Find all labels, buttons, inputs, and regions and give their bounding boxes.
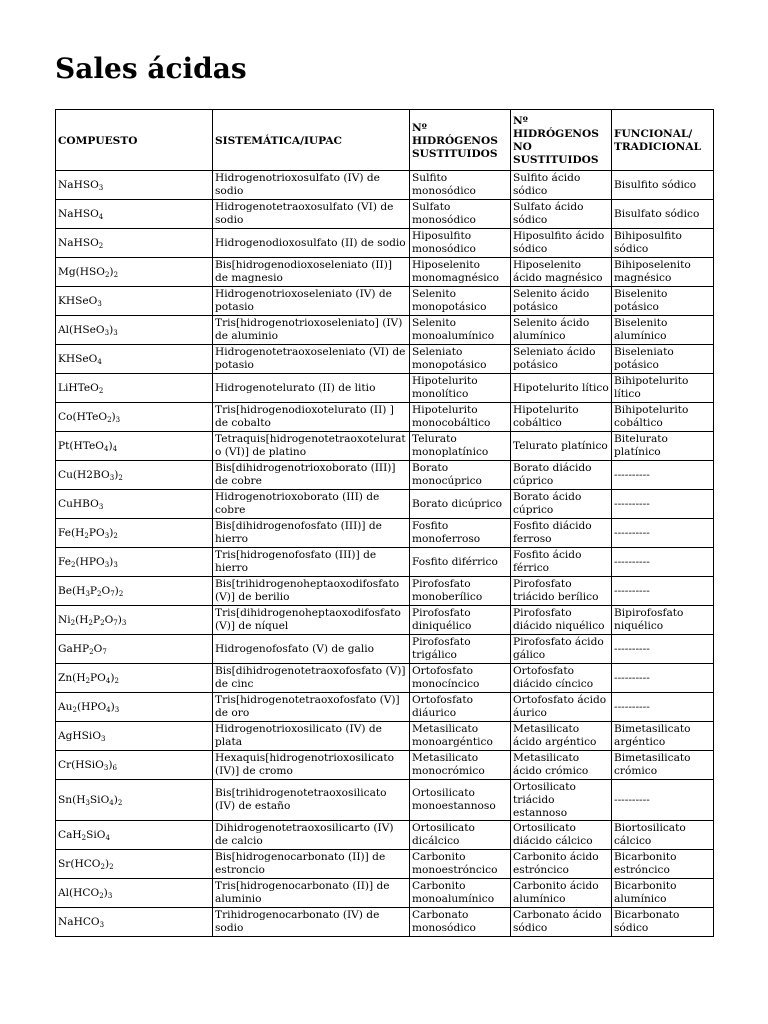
cell-substituted-name: Selenito monoalumínico xyxy=(410,316,511,345)
cell-traditional-name: ---------- xyxy=(612,780,714,821)
cell-compound-formula xyxy=(56,171,213,200)
cell-substituted-name: Ortofosfato monocíncico xyxy=(410,664,511,693)
formula-subscript: 2 xyxy=(104,270,110,279)
formula-subscript: 4 xyxy=(109,798,114,807)
cell-compound-formula xyxy=(56,606,213,635)
formula-subscript: 2 xyxy=(97,589,102,598)
cell-substituted-name: Hiposelenito monomagnésico xyxy=(410,258,511,287)
table-row xyxy=(56,635,714,664)
cell-compound-formula xyxy=(56,316,213,345)
cell-compound-formula xyxy=(56,461,213,490)
formula-text: Al(HCO xyxy=(58,886,100,899)
cell-compound-formula xyxy=(56,693,213,722)
cell-unsubstituted-name: Ortosilicato triácido estannoso xyxy=(511,780,612,821)
table-row xyxy=(56,548,714,577)
cell-iupac-name: Hexaquis[hidrogenotrioxosilicato (IV)] de cromo xyxy=(213,751,410,780)
table-row xyxy=(56,258,714,287)
column-header-iupac: SISTEMÁTICA/IUPAC xyxy=(213,110,410,171)
formula-subscript: 3 xyxy=(98,502,104,511)
formula-subscript: 2 xyxy=(113,531,118,540)
table-row xyxy=(56,850,714,879)
cell-traditional-name: Bisulfato sódico xyxy=(612,200,714,229)
formula-subscript: 2 xyxy=(89,647,94,656)
cell-unsubstituted-name: Fosfito diácido ferroso xyxy=(511,519,612,548)
cell-unsubstituted-name: Pirofosfato triácido berílico xyxy=(511,577,612,606)
cell-traditional-name: Biortosilicato cálcico xyxy=(612,821,714,850)
cell-unsubstituted-name: Carbonito ácido estróncico xyxy=(511,850,612,879)
cell-substituted-name: Sulfito monosódico xyxy=(410,171,511,200)
formula-text: Al(HSeO xyxy=(58,323,105,336)
cell-compound-formula xyxy=(56,548,213,577)
cell-unsubstituted-name: Hipotelurito cobáltico xyxy=(511,403,612,432)
cell-traditional-name: ---------- xyxy=(612,548,714,577)
cell-traditional-name: Biselenito potásico xyxy=(612,287,714,316)
cell-unsubstituted-name: Selenito ácido alumínico xyxy=(511,316,612,345)
cell-compound-formula xyxy=(56,200,213,229)
cell-iupac-name: Tris[hidrogenofosfato (III)] de hierro xyxy=(213,548,410,577)
table-row xyxy=(56,908,714,937)
table-row xyxy=(56,577,714,606)
formula-subscript: 2 xyxy=(81,833,87,842)
formula-text: KHSeO xyxy=(58,294,98,307)
formula-subscript: 7 xyxy=(102,647,107,656)
formula-subscript: 4 xyxy=(106,705,111,714)
cell-traditional-name: Bimetasilicato crómico xyxy=(612,751,714,780)
cell-unsubstituted-name: Hiposelenito ácido magnésico xyxy=(511,258,612,287)
cell-iupac-name: Dihidrogenotetraoxosilicarto (IV) de calcio xyxy=(213,821,410,850)
formula-text: NaHCO xyxy=(58,915,100,928)
formula-text: Fe(H xyxy=(58,526,85,539)
cell-traditional-name: Bicarbonito alumínico xyxy=(612,879,714,908)
formula-text: PO xyxy=(90,671,106,684)
cell-substituted-name: Metasilicato monocrómico xyxy=(410,751,511,780)
cell-substituted-name: Borato dicúprico xyxy=(410,490,511,519)
cell-iupac-name: Tris[hidrogenocarbonato (II)] de aluminio xyxy=(213,879,410,908)
cell-iupac-name: Bis[dihidrogenofosfato (III)] de hierro xyxy=(213,519,410,548)
cell-traditional-name: Bicarbonito estróncico xyxy=(612,850,714,879)
table-row xyxy=(56,374,714,403)
cell-substituted-name: Pirofosfato diniquélico xyxy=(410,606,511,635)
formula-text: ) xyxy=(109,555,114,568)
table-row xyxy=(56,316,714,345)
cell-iupac-name: Tris[hidrogenotrioxoseleniato] (IV) de aluminio xyxy=(213,316,410,345)
cell-iupac-name: Bis[dihidrogenotrioxoborato (III)] de cobre xyxy=(213,461,410,490)
table-row xyxy=(56,432,714,461)
formula-subscript: 3 xyxy=(85,589,90,598)
column-header-compound: COMPUESTO xyxy=(56,110,213,171)
formula-subscript: 3 xyxy=(113,560,118,569)
formula-text: Zn(H xyxy=(58,671,86,684)
cell-substituted-name: Carbonito monoalumínico xyxy=(410,879,511,908)
formula-text: KHSeO xyxy=(58,352,98,365)
formula-subscript: 2 xyxy=(109,862,114,871)
cell-unsubstituted-name: Ortofosfato ácido áurico xyxy=(511,693,612,722)
cell-traditional-name: ---------- xyxy=(612,664,714,693)
formula-text: ) xyxy=(110,671,115,684)
formula-text: ) xyxy=(114,468,119,481)
table-row xyxy=(56,664,714,693)
cell-compound-formula xyxy=(56,229,213,258)
cell-unsubstituted-name: Hiposulfito ácido sódico xyxy=(511,229,612,258)
cell-compound-formula xyxy=(56,345,213,374)
cell-iupac-name: Bis[hidrogenodioxoseleniato (II)] de magnesio xyxy=(213,258,410,287)
cell-substituted-name: Selenito monopotásico xyxy=(410,287,511,316)
formula-text: ) xyxy=(109,323,114,336)
column-header-unsubstituted-hydrogens: Nº HIDRÓGENOS NO SUSTITUIDOS xyxy=(511,110,612,171)
formula-subscript: 2 xyxy=(71,560,76,569)
cell-substituted-name: Hipotelurito monolítico xyxy=(410,374,511,403)
cell-substituted-name: Ortosilicato monoestannoso xyxy=(410,780,511,821)
cell-unsubstituted-name: Ortosilicato diácido cálcico xyxy=(511,821,612,850)
formula-subscript: 3 xyxy=(97,299,102,308)
formula-text: CaH xyxy=(58,828,82,841)
cell-traditional-name: ---------- xyxy=(612,693,714,722)
cell-unsubstituted-name: Seleniato ácido potásico xyxy=(511,345,612,374)
table-row xyxy=(56,403,714,432)
formula-text: Pt(HTeO xyxy=(58,439,104,452)
formula-subscript: 3 xyxy=(104,560,110,569)
cell-compound-formula xyxy=(56,287,213,316)
formula-text: CuHBO xyxy=(58,497,99,510)
table-header-row xyxy=(56,110,714,171)
cell-iupac-name: Tetraquis[hidrogenotetraoxotelurato (VI)] de platino xyxy=(213,432,410,461)
cell-iupac-name: Hidrogenotrioxoborato (III) de cobre xyxy=(213,490,410,519)
cell-iupac-name: Hidrogenotetraoxosulfato (VI) de sodio xyxy=(213,200,410,229)
table-row xyxy=(56,490,714,519)
cell-compound-formula xyxy=(56,879,213,908)
formula-text: ) xyxy=(109,265,114,278)
cell-substituted-name: Carbonito monoestróncico xyxy=(410,850,511,879)
cell-iupac-name: Tris[dihidrogenoheptaoxodifosfato (V)] de níquel xyxy=(213,606,410,635)
cell-unsubstituted-name: Carbonato ácido sódico xyxy=(511,908,612,937)
table-row xyxy=(56,821,714,850)
formula-subscript: 2 xyxy=(117,798,123,807)
column-header-substituted-hydrogens: Nº HIDRÓGENOS SUSTITUIDOS xyxy=(410,110,511,171)
formula-text: (HPO xyxy=(75,555,105,568)
formula-subscript: 4 xyxy=(98,212,104,221)
table-row xyxy=(56,879,714,908)
formula-text: NaHSO xyxy=(58,207,99,220)
table-row xyxy=(56,693,714,722)
table-row xyxy=(56,345,714,374)
cell-iupac-name: Hidrogenotelurato (II) de litio xyxy=(213,374,410,403)
cell-iupac-name: Hidrogenotrioxosilicato (IV) de plata xyxy=(213,722,410,751)
cell-iupac-name: Tris[hidrogenotetraoxofosfato (V)] de oro xyxy=(213,693,410,722)
cell-iupac-name: Hidrogenofosfato (V) de galio xyxy=(213,635,410,664)
cell-unsubstituted-name: Fosfito ácido férrico xyxy=(511,548,612,577)
formula-text: Fe xyxy=(58,555,72,568)
formula-text: P xyxy=(92,613,101,626)
formula-text: Co(HTeO xyxy=(58,410,108,423)
formula-subscript: 3 xyxy=(99,920,105,929)
cell-compound-formula xyxy=(56,577,213,606)
formula-subscript: 2 xyxy=(100,862,105,871)
cell-substituted-name: Sulfato monosódico xyxy=(410,200,511,229)
cell-substituted-name: Pirofosfato trigálico xyxy=(410,635,511,664)
cell-substituted-name: Hipotelurito monocobáltico xyxy=(410,403,511,432)
formula-text: SiO xyxy=(86,828,106,841)
formula-text: O xyxy=(93,642,103,655)
formula-subscript: 3 xyxy=(104,328,110,337)
table-row xyxy=(56,780,714,821)
formula-subscript: 4 xyxy=(112,444,118,453)
formula-text: ) xyxy=(117,613,122,626)
cell-substituted-name: Seleniato monopotásico xyxy=(410,345,511,374)
cell-traditional-name: Biselenito alumínico xyxy=(612,316,714,345)
cell-unsubstituted-name: Borato diácido cúprico xyxy=(511,461,612,490)
cell-compound-formula xyxy=(56,635,213,664)
formula-text: Sr(HCO xyxy=(58,857,101,870)
formula-subscript: 3 xyxy=(113,328,118,337)
formula-subscript: 2 xyxy=(98,241,104,250)
formula-subscript: 2 xyxy=(99,891,104,900)
formula-subscript: 2 xyxy=(72,705,77,714)
cell-traditional-name: Bimetasilicato argéntico xyxy=(612,722,714,751)
formula-subscript: 4 xyxy=(103,444,109,453)
formula-subscript: 3 xyxy=(107,891,113,900)
formula-subscript: 3 xyxy=(85,798,90,807)
column-header-traditional: FUNCIONAL/ TRADICIONAL xyxy=(612,110,714,171)
formula-subscript: 3 xyxy=(121,618,127,627)
formula-text: Cu(H2BO xyxy=(58,468,110,481)
page-title: Sales ácidas xyxy=(55,52,247,85)
cell-compound-formula xyxy=(56,722,213,751)
cell-unsubstituted-name: Ortofosfato diácido cíncico xyxy=(511,664,612,693)
table-row xyxy=(56,519,714,548)
cell-unsubstituted-name: Pirofosfato diácido niquélico xyxy=(511,606,612,635)
formula-text: PO xyxy=(88,526,105,539)
formula-text: ) xyxy=(108,439,113,452)
formula-text: Ni xyxy=(58,613,71,626)
cell-compound-formula xyxy=(56,780,213,821)
table-row xyxy=(56,751,714,780)
cell-substituted-name: Metasilicato monoargéntico xyxy=(410,722,511,751)
cell-traditional-name: ---------- xyxy=(612,577,714,606)
formula-text: SiO xyxy=(89,793,110,806)
cell-traditional-name: Bisulfito sódico xyxy=(612,171,714,200)
formula-subscript: 3 xyxy=(109,473,115,482)
formula-text: Be(H xyxy=(58,584,86,597)
cell-unsubstituted-name: Metasilicato ácido crómico xyxy=(511,751,612,780)
cell-iupac-name: Bis[hidrogenocarbonato (II)] de estroncio xyxy=(213,850,410,879)
formula-text: Au xyxy=(58,700,73,713)
cell-unsubstituted-name: Telurato platínico xyxy=(511,432,612,461)
cell-traditional-name: Bihiposulfito sódico xyxy=(612,229,714,258)
formula-subscript: 4 xyxy=(105,676,111,685)
table-row xyxy=(56,722,714,751)
formula-text: Mg(HSO xyxy=(58,265,105,278)
formula-text: GaHP xyxy=(58,642,90,655)
formula-subscript: 7 xyxy=(110,589,115,598)
table-row xyxy=(56,171,714,200)
cell-substituted-name: Borato monocúprico xyxy=(410,461,511,490)
cell-iupac-name: Bis[trihidrogenoheptaoxodifosfato (V)] de berilio xyxy=(213,577,410,606)
formula-text: ) xyxy=(109,526,114,539)
cell-unsubstituted-name: Pirofosfato ácido gálico xyxy=(511,635,612,664)
formula-text: Cr(HSiO xyxy=(58,758,104,771)
cell-substituted-name: Hiposulfito monosódico xyxy=(410,229,511,258)
cell-substituted-name: Ortosilicato dicálcico xyxy=(410,821,511,850)
formula-text: (H xyxy=(75,613,89,626)
formula-text: AgHSiO xyxy=(58,729,102,742)
cell-unsubstituted-name: Sulfito ácido sódico xyxy=(511,171,612,200)
table-row xyxy=(56,461,714,490)
formula-subscript: 2 xyxy=(84,531,89,540)
formula-subscript: 3 xyxy=(98,183,104,192)
formula-text: O xyxy=(104,613,114,626)
cell-iupac-name: Tris[hidrogenodioxotelurato (II) ] de cobalto xyxy=(213,403,410,432)
cell-traditional-name: Bihiposelenito magnésico xyxy=(612,258,714,287)
cell-compound-formula xyxy=(56,374,213,403)
formula-subscript: 4 xyxy=(97,357,102,366)
cell-iupac-name: Hidrogenotetraoxoseleniato (VI) de potasio xyxy=(213,345,410,374)
cell-traditional-name: ---------- xyxy=(612,490,714,519)
cell-traditional-name: Bihipotelurito cobáltico xyxy=(612,403,714,432)
formula-subscript: 2 xyxy=(114,676,119,685)
cell-compound-formula xyxy=(56,664,213,693)
formula-subscript: 3 xyxy=(103,763,109,772)
cell-compound-formula xyxy=(56,432,213,461)
cell-unsubstituted-name: Sulfato ácido sódico xyxy=(511,200,612,229)
cell-compound-formula xyxy=(56,850,213,879)
cell-compound-formula xyxy=(56,908,213,937)
cell-compound-formula xyxy=(56,519,213,548)
formula-text: ) xyxy=(114,584,119,597)
cell-unsubstituted-name: Hipotelurito lítico xyxy=(511,374,612,403)
cell-substituted-name: Fosfito monoferroso xyxy=(410,519,511,548)
cell-iupac-name: Hidrogenotrioxosulfato (IV) de sodio xyxy=(213,171,410,200)
cell-substituted-name: Pirofosfato monoberílico xyxy=(410,577,511,606)
formula-subscript: 2 xyxy=(88,618,93,627)
table-row xyxy=(56,287,714,316)
cell-traditional-name: ---------- xyxy=(612,635,714,664)
formula-subscript: 2 xyxy=(107,415,112,424)
cell-iupac-name: Trihidrogenocarbonato (IV) de sodio xyxy=(213,908,410,937)
cell-traditional-name: Bihipotelurito lítico xyxy=(612,374,714,403)
formula-subscript: 2 xyxy=(85,676,91,685)
cell-unsubstituted-name: Carbonito ácido alumínico xyxy=(511,879,612,908)
cell-iupac-name: Bis[dihidrogenotetraoxofosfato (V)] de cinc xyxy=(213,664,410,693)
acid-salts-table xyxy=(55,109,714,937)
formula-text: LiHTeO xyxy=(58,381,99,394)
formula-subscript: 3 xyxy=(115,415,121,424)
formula-text: ) xyxy=(113,793,118,806)
table-body xyxy=(56,171,714,937)
cell-compound-formula xyxy=(56,403,213,432)
formula-subscript: 3 xyxy=(104,531,110,540)
cell-substituted-name: Telurato monoplatínico xyxy=(410,432,511,461)
formula-text: (HPO xyxy=(76,700,107,713)
cell-substituted-name: Fosfito diférrico xyxy=(410,548,511,577)
formula-text: NaHSO xyxy=(58,178,99,191)
formula-text: P xyxy=(89,584,98,597)
formula-text: NaHSO xyxy=(58,236,99,249)
formula-subscript: 2 xyxy=(70,618,76,627)
cell-traditional-name: Bipirofosfato niquélico xyxy=(612,606,714,635)
formula-text: Sn(H xyxy=(58,793,86,806)
cell-iupac-name: Bis[trihidrogenotetraoxosilicato (IV) de estaño xyxy=(213,780,410,821)
table-row xyxy=(56,200,714,229)
cell-traditional-name: ---------- xyxy=(612,461,714,490)
formula-subscript: 2 xyxy=(113,270,119,279)
formula-subscript: 3 xyxy=(101,734,106,743)
cell-unsubstituted-name: Selenito ácido potásico xyxy=(511,287,612,316)
formula-subscript: 7 xyxy=(113,618,118,627)
formula-text: ) xyxy=(108,758,113,771)
cell-iupac-name: Hidrogenodioxosulfato (II) de sodio xyxy=(213,229,410,258)
cell-iupac-name: Hidrogenotrioxoseleniato (IV) de potasio xyxy=(213,287,410,316)
formula-text: ) xyxy=(111,410,116,423)
formula-subscript: 4 xyxy=(105,833,110,842)
table-row xyxy=(56,229,714,258)
formula-subscript: 2 xyxy=(100,618,105,627)
formula-subscript: 6 xyxy=(112,763,117,772)
formula-text: ) xyxy=(104,857,110,870)
cell-substituted-name: Ortofosfato diáurico xyxy=(410,693,511,722)
cell-unsubstituted-name: Metasilicato ácido argéntico xyxy=(511,722,612,751)
cell-traditional-name: Bitelurato platínico xyxy=(612,432,714,461)
cell-compound-formula xyxy=(56,490,213,519)
cell-traditional-name: ---------- xyxy=(612,519,714,548)
cell-compound-formula xyxy=(56,821,213,850)
formula-text: O xyxy=(101,584,111,597)
cell-compound-formula xyxy=(56,258,213,287)
cell-traditional-name: Biseleniato potásico xyxy=(612,345,714,374)
formula-subscript: 2 xyxy=(118,589,124,598)
formula-subscript: 2 xyxy=(98,386,104,395)
cell-compound-formula xyxy=(56,751,213,780)
cell-substituted-name: Carbonato monosódico xyxy=(410,908,511,937)
formula-text: ) xyxy=(110,700,115,713)
cell-traditional-name: Bicarbonato sódico xyxy=(612,908,714,937)
table-row xyxy=(56,606,714,635)
formula-subscript: 3 xyxy=(114,705,120,714)
formula-text: ) xyxy=(103,886,108,899)
cell-unsubstituted-name: Borato ácido cúprico xyxy=(511,490,612,519)
formula-subscript: 2 xyxy=(118,473,123,482)
